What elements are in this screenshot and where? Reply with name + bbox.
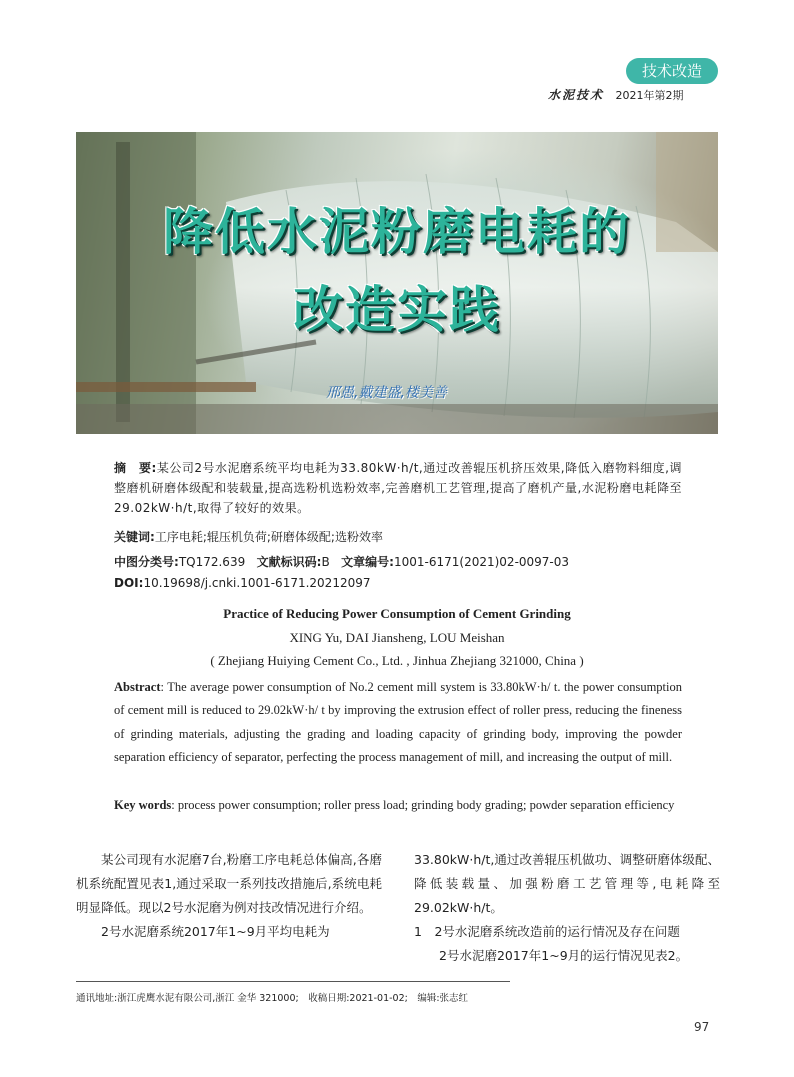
abstract-cn-label: 摘 要: xyxy=(114,461,157,475)
english-keywords-text: : process power consumption; roller press load; grinding body grading; powder separation efficiency xyxy=(171,798,675,812)
classification-line xyxy=(114,553,569,570)
body-paragraph: 2号水泥磨2017年1~9月的运行情况见表2。 xyxy=(439,948,689,963)
clc-label: 中图分类号: xyxy=(114,555,179,569)
doi-line xyxy=(114,576,371,590)
doi-label: DOI: xyxy=(114,576,144,590)
abstract-cn xyxy=(114,458,682,518)
english-keywords xyxy=(114,794,682,817)
abstract-cn-text: 某公司2号水泥磨系统平均电耗为33.80kW·h/t,通过改善辊压机挤压效果,降低入磨物料细度,调整磨机研磨体级配和装载量,提高选粉机选粉效率,完善磨机工艺管理,提高了磨机产量,水泥粉磨电耗降至29.02kW·h/t,取得了较好的效果。 xyxy=(114,461,682,515)
doi-value: 10.19698/j.cnki.1001-6171.20212097 xyxy=(143,576,371,590)
article-title-line-2: 改造实践 xyxy=(293,281,501,339)
english-abstract-text: : The average power consumption of No.2 cement mill system is 33.80kW·h/ t. the power consumption of cement mill is reduced to 29.02kW·h/ t by improving the extrusion effect of roller press, reducing the fineness of grinding materials, adjusting the grading and loading capacity of grinding body, improving the powder separation efficiency of separator, perfecting the process management of mill, and increasing the output of mill. xyxy=(114,680,682,764)
article-authors: 邢愚,戴建盛,楼美善 xyxy=(326,385,447,401)
body-paragraph: 某公司现有水泥磨7台,粉磨工序电耗总体偏高,各磨机系统配置见表1,通过采取一系列技改措施后,系统电耗明显降低。现以2号水泥磨为例对技改情况进行介绍。 xyxy=(76,852,382,915)
english-abstract xyxy=(114,676,682,769)
body-paragraph: 33.80kW·h/t,通过改善辊压机做功、调整研磨体级配、降低装载量、加强粉磨工艺管理等,电耗降至29.02kW·h/t。 xyxy=(414,852,720,915)
article-number-value: 1001-6171(2021)02-0097-03 xyxy=(393,555,570,569)
keywords-cn xyxy=(114,528,383,545)
footnote-divider xyxy=(76,981,510,982)
journal-header xyxy=(548,86,718,103)
english-title: Practice of Reducing Power Consumption of Cement Grinding xyxy=(223,606,571,621)
english-abstract-label: Abstract xyxy=(114,680,161,694)
body-left-column xyxy=(76,848,382,944)
article-title-line-1: 降低水泥粉磨电耗的 xyxy=(163,203,631,261)
journal-name: 水泥技术 xyxy=(548,88,605,102)
keywords-cn-label: 关键词: xyxy=(114,530,155,544)
hero-banner xyxy=(76,132,718,434)
doc-code-value: B xyxy=(321,555,330,569)
clc-value: TQ172.639 xyxy=(178,555,246,569)
article-number-label: 文章编号: xyxy=(341,555,394,569)
section-heading: 1 2号水泥磨系统改造前的运行情况及存在问题 xyxy=(414,924,680,939)
footnote: 通讯地址:浙江虎鹰水泥有限公司,浙江 金华 321000; 收稿日期:2021-01-02; 编辑:张志红 xyxy=(76,993,469,1004)
body-right-column xyxy=(414,848,720,968)
english-keywords-label: Key words xyxy=(114,798,172,812)
section-tag: 技术改造 xyxy=(626,58,718,84)
issue-label: 2021年第2期 xyxy=(615,89,684,102)
body-paragraph: 2号水泥磨系统2017年1~9月平均电耗为 xyxy=(101,924,330,939)
page-number: 97 xyxy=(694,1020,710,1034)
keywords-cn-text: 工序电耗;辊压机负荷;研磨体级配;选粉效率 xyxy=(154,530,383,544)
doc-code-label: 文献标识码: xyxy=(256,555,322,569)
english-affiliation: ( Zhejiang Huiying Cement Co., Ltd. , Jinhua Zhejiang 321000, China ) xyxy=(210,653,584,668)
english-authors: XING Yu, DAI Jiansheng, LOU Meishan xyxy=(289,630,505,645)
